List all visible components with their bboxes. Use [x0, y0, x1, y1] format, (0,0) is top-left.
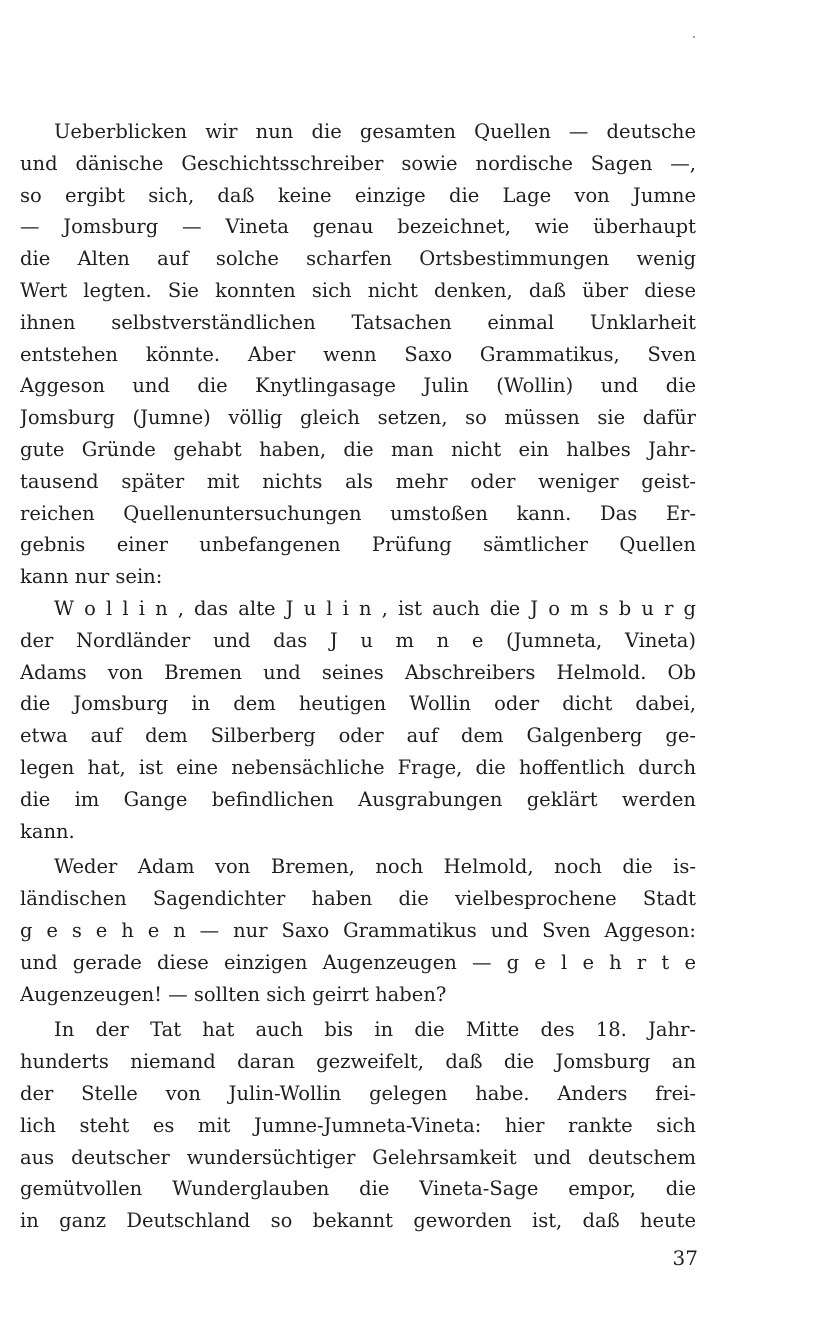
text-line: Aggeson und die Knytlingasage Julin (Wollin) und die: [20, 374, 696, 398]
text-line: in ganz Deutschland so bekannt geworden ist, daß heute: [20, 1209, 696, 1233]
text-line: — Jomsburg — Vineta genau bezeichnet, wie überhaupt: [20, 215, 696, 239]
text-line: Adams von Bremen und seines Abschreibers Helmold. Ob: [20, 660, 696, 684]
page-number: 37: [672, 1246, 698, 1270]
text-line: Jomsburg (Jumne) völlig gleich setzen, so müssen sie dafür: [20, 406, 696, 430]
text-line: gebnis einer unbefangenen Prüfung sämtlicher Quellen: [20, 533, 696, 557]
text-line: und gerade diese einzigen Augenzeugen — g e l e h r t e: [20, 950, 696, 974]
text-line: legen hat, ist eine nebensächliche Frage, die hoffentlich durch: [20, 755, 696, 779]
paragraph-wollin-conclusion: [20, 593, 696, 847]
text-line: g e s e h e n — nur Saxo Grammatikus und Sven Aggeson:: [20, 918, 696, 942]
text-line: tausend später mit nichts als mehr oder weniger geist-: [20, 469, 696, 493]
text-line: die Alten auf solche scharfen Ortsbestimmungen wenig: [20, 247, 696, 271]
text-line: etwa auf dem Silberberg oder auf dem Galgenberg ge-: [20, 724, 696, 748]
text-line: die im Gange befindlichen Ausgrabungen geklärt werden: [20, 787, 696, 811]
text-line: ländischen Sagendichter haben die vielbesprochene Stadt: [20, 887, 696, 911]
text-line: und dänische Geschichtsschreiber sowie nordische Sagen —,: [20, 151, 696, 175]
text-line: gute Gründe gehabt haben, die man nicht ein halbes Jahr-: [20, 437, 696, 461]
text-line: In der Tat hat auch bis in die Mitte des 18. Jahr-: [54, 1018, 696, 1042]
text-line: hunderts niemand daran gezweifelt, daß die Jomsburg an: [20, 1050, 696, 1074]
paragraph-eyewitnesses: [20, 851, 696, 1010]
body-text: [20, 116, 696, 1237]
text-line: Augenzeugen! — sollten sich geirrt haben?: [20, 982, 447, 1006]
paragraph-sources-overview: [20, 116, 696, 593]
text-line: der Nordländer und das J u m n e (Jumneta, Vineta): [20, 628, 696, 652]
text-line: Weder Adam von Bremen, noch Helmold, noch die is-: [54, 855, 696, 879]
text-line: entstehen könnte. Aber wenn Saxo Grammatikus, Sven: [20, 342, 696, 366]
paragraph-vineta-legend: [20, 1014, 696, 1237]
text-line: gemütvollen Wunderglauben die Vineta-Sage empor, die: [20, 1177, 696, 1201]
text-line: Ueberblicken wir nun die gesamten Quellen — deutsche: [54, 120, 696, 143]
text-line: ihnen selbstverständlichen Tatsachen einmal Unklarheit: [20, 310, 696, 334]
text-line: die Jomsburg in dem heutigen Wollin oder dicht dabei,: [20, 692, 696, 716]
text-line: so ergibt sich, daß keine einzige die Lage von Jumne: [20, 183, 696, 207]
text-line: der Stelle von Julin-Wollin gelegen habe. Anders frei-: [20, 1081, 696, 1105]
text-line: W o l l i n , das alte J u l i n , ist auch die J o m s b u r g: [54, 596, 696, 620]
text-line: Wert legten. Sie konnten sich nicht denken, daß über diese: [20, 278, 696, 302]
text-line: aus deutscher wundersüchtiger Gelehrsamkeit und deutschem: [20, 1145, 696, 1169]
text-line: reichen Quellenuntersuchungen umstoßen kann. Das Er-: [20, 501, 696, 525]
text-line: lich steht es mit Jumne-Jumneta-Vineta: hier rankte sich: [20, 1113, 696, 1137]
text-line: kann nur sein:: [20, 565, 163, 589]
text-line: kann.: [20, 819, 75, 843]
scan-speck: [693, 36, 695, 38]
